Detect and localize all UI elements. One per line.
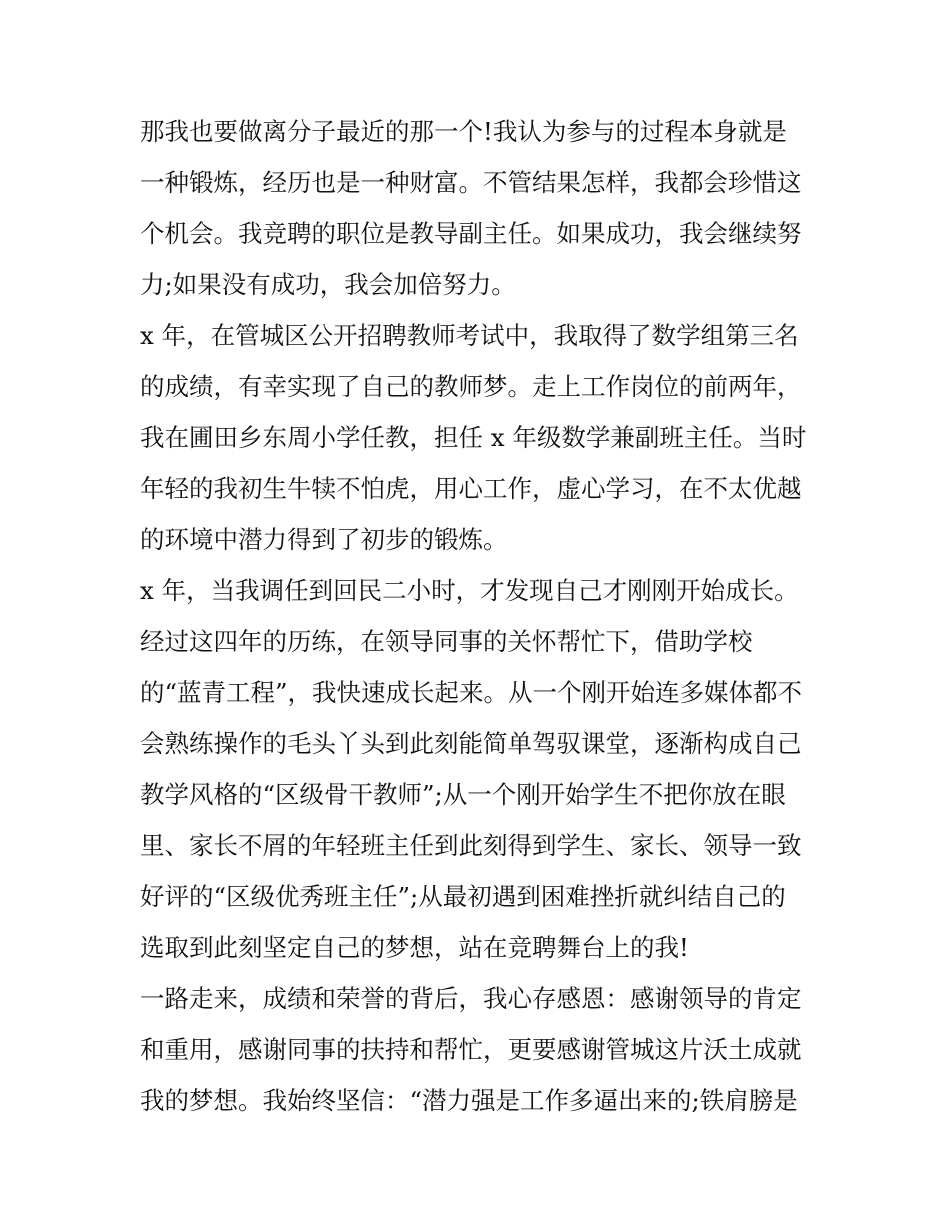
text-line: 的成绩，有幸实现了自己的教师梦。走上工作岗位的前两年，: [140, 372, 802, 401]
text-line: 我在圃田乡东周小学任教，担任 x 年级数学兼副班主任。当时: [140, 423, 807, 452]
text-line: 和重用，感谢同事的扶持和帮忙，更要感谢管城这片沃土成就: [140, 1035, 802, 1064]
text-line: 年轻的我初生牛犊不怕虎，用心工作，虚心学习，在不太优越: [140, 474, 802, 503]
text-line: 力;如果没有成功，我会加倍努力。: [140, 270, 516, 299]
text-line: 好评的“区级优秀班主任”;从最初遇到困难挫折就纠结自己的: [140, 882, 786, 911]
text-line: 一种锻炼，经历也是一种财富。不管结果怎样，我都会珍惜这: [140, 168, 802, 197]
text-line: 的“蓝青工程”，我快速成长起来。从一个刚开始连多媒体都不: [140, 678, 803, 707]
text-line: 经过这四年的历练，在领导同事的关怀帮忙下，借助学校: [140, 627, 753, 656]
text-line: 教学风格的“区级骨干教师”;从一个刚开始学生不把你放在眼: [140, 780, 786, 809]
text-line: 选取到此刻坚定自己的梦想，站在竞聘舞台上的我!: [140, 933, 689, 962]
text-line: 会熟练操作的毛头丫头到此刻能简单驾驭课堂，逐渐构成自己: [140, 729, 802, 758]
body-text: [140, 106, 820, 1126]
text-line: 一路走来，成绩和荣誉的背后，我心存感恩：感谢领导的肯定: [140, 984, 802, 1013]
text-line: 里、家长不屑的年轻班主任到此刻得到学生、家长、领导一致: [140, 831, 802, 860]
text-line: 那我也要做离分子最近的那一个!我认为参与的过程本身就是: [140, 117, 787, 146]
text-line: 我的梦想。我始终坚信：“潜力强是工作多逼出来的;铁肩膀是: [140, 1086, 798, 1115]
text-line: x 年，当我调任到回民二小时，才发现自己才刚刚开始成长。: [140, 576, 799, 605]
text-line: x 年，在管城区公开招聘教师考试中，我取得了数学组第三名: [140, 321, 799, 350]
text-line: 个机会。我竞聘的职位是教导副主任。如果成功，我会继续努: [140, 219, 802, 248]
text-line: 的环境中潜力得到了初步的锻炼。: [140, 525, 508, 554]
